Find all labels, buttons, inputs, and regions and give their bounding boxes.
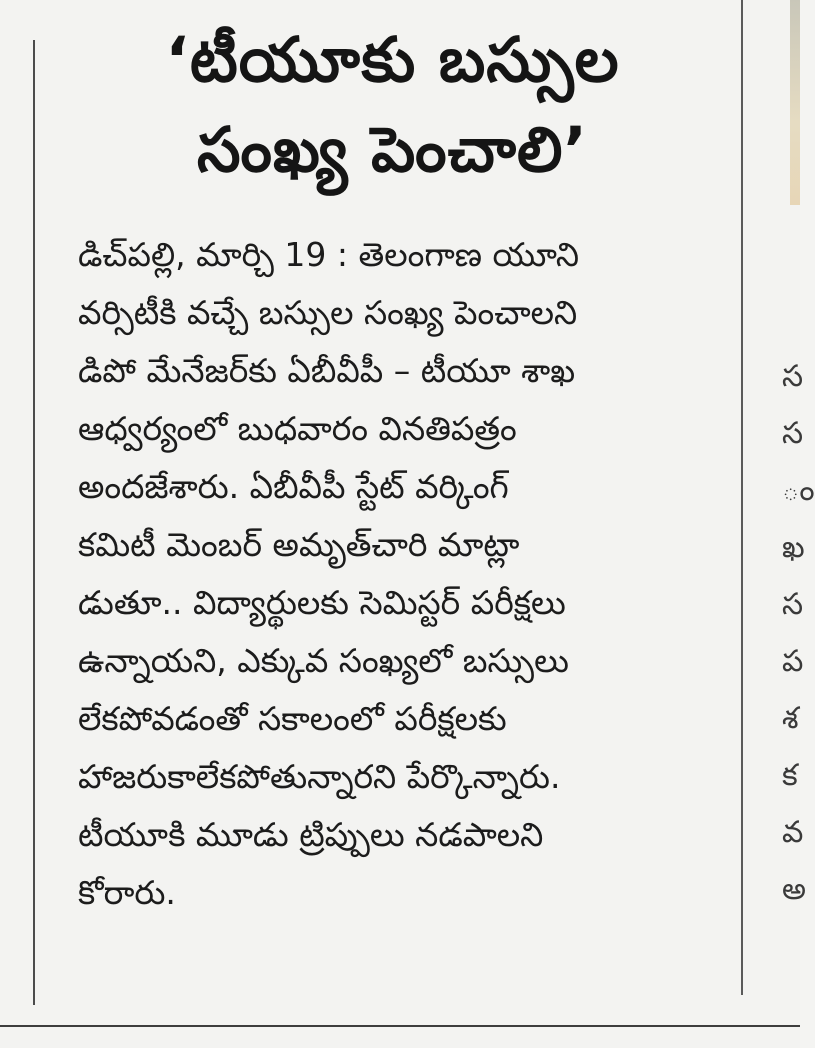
right-column-rule	[741, 0, 743, 995]
article-body	[78, 226, 718, 922]
neighbor-glyph: ప	[782, 644, 804, 679]
neighbor-glyph: అ	[782, 872, 806, 907]
neighbor-photo-edge	[790, 0, 800, 205]
bottom-rule	[0, 1025, 800, 1027]
neighbor-glyph: శ	[782, 701, 799, 736]
neighbor-glyph: ఖ	[782, 530, 805, 565]
neighbor-column-text	[782, 348, 815, 918]
body-line: వర్సిటీకి వచ్చే బస్సుల సంఖ్య పెంచాలని	[78, 293, 578, 332]
neighbor-glyph: వ	[782, 815, 804, 850]
body-line: ఉన్నాయని, ఎక్కువ సంఖ్యలో బస్సులు	[78, 641, 569, 680]
body-line: కోరారు.	[78, 873, 176, 912]
neighbor-glyph: క	[782, 758, 798, 793]
left-column-rule	[33, 40, 35, 1005]
body-line: డిపో మేనేజర్‌కు ఏబీవీపీ – టీయూ శాఖ	[78, 351, 576, 390]
body-line: డుతూ.. విద్యార్థులకు సెమిస్టర్ పరీక్షలు	[78, 583, 566, 622]
article-headline	[70, 15, 715, 195]
body-line: లేకపోవడంతో సకాలంలో పరీక్షలకు	[78, 699, 507, 738]
body-line: ఆధ్వర్యంలో బుధవారం వినతిపత్రం	[78, 409, 517, 448]
body-line: డిచ్‌పల్లి, మార్చి 19 : తెలంగాణ యూని	[78, 235, 580, 274]
body-line: అందజేశారు. ఏబీవీపీ స్టేట్ వర్కింగ్	[78, 467, 509, 506]
body-line: కమిటీ మెంబర్ అమృత్‌చారి మాట్లా	[78, 525, 520, 564]
headline-line-2: సంఖ్య పెంచాలి’	[197, 113, 588, 186]
neighbor-glyph: స	[782, 359, 804, 394]
body-line: హాజరుకాలేకపోతున్నారని పేర్కొన్నారు.	[78, 757, 561, 796]
body-line: టీయూకి మూడు ట్రిప్పులు నడపాలని	[78, 815, 544, 854]
neighbor-glyph: ం	[782, 473, 815, 508]
headline-line-1: ‘టీయూకు బస్సుల	[165, 23, 620, 96]
neighbor-glyph: స	[782, 416, 804, 451]
neighbor-glyph: స	[782, 587, 804, 622]
